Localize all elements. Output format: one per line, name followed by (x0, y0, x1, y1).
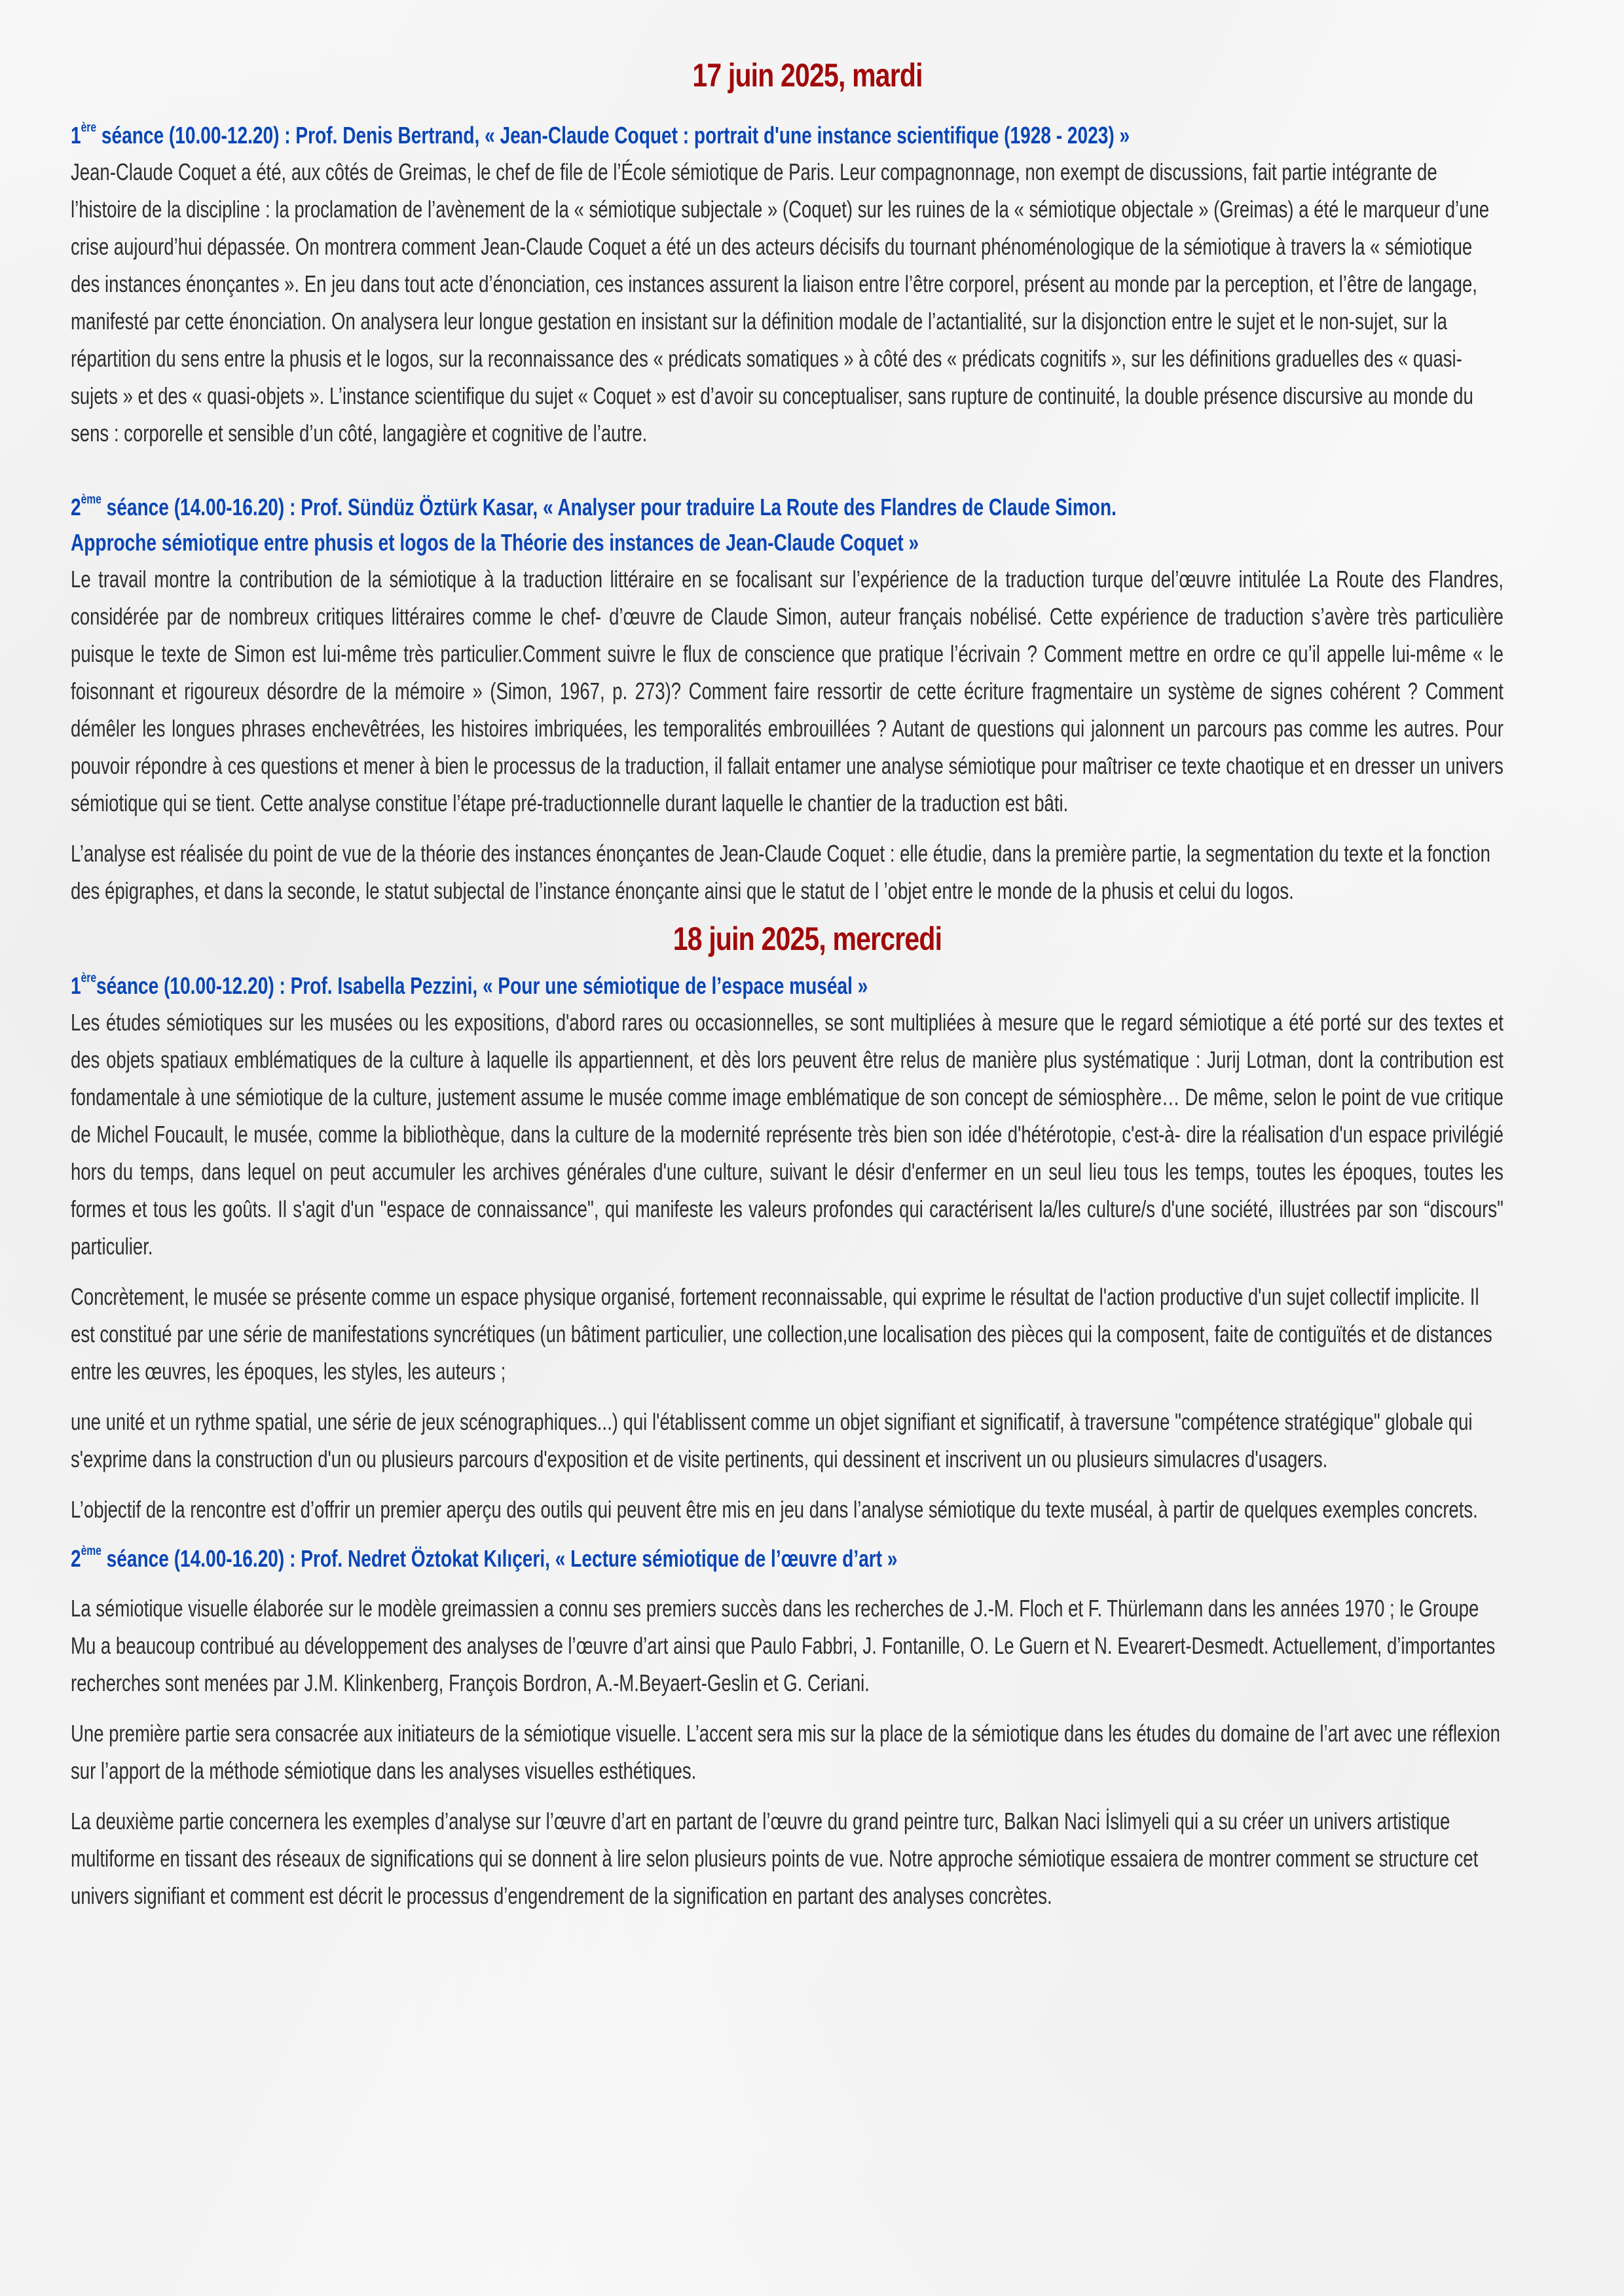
day-section-2 (71, 909, 1544, 1914)
session-abstract: La sémiotique visuelle élaborée sur le modèle greimassien a connu ses premiers succès dans les recherches de J.-M. Floch et F. Thürlemann dans les années 1970 ; le Groupe Mu a beaucoup contribué au développement des analyses de l’œuvre d’art ainsi que Paulo Fabbri, J. Fontanille, O. Le Guern et N. Evearert-Desmedt. Actuellement, d’importantes recherches sont menées par J.M. Klinkenberg, François Bordron, A.-M.Beyaert-Geslin et G. Ceriani. (71, 1595, 1496, 1696)
ordinal-suffix: ème (81, 492, 101, 507)
session-abstract: Le travail montre la contribution de la sémiotique à la traduction littéraire en se focalisant sur l’expérience de la traduction turque del’œuvre intitulée La Route des Flandres, considérée par de nombreux critiques littéraires comme le chef- d’œuvre de Claude Simon, auteur français nobélisé. Cette expérience de traduction s’avère très particulière puisque le texte de Simon est lui-même très particulier.Comment suivre le flux de conscience que pratique l’écrivain ? Comment mettre en ordre ce qu’il appelle lui-même « le foisonnant et rigoureux désordre de la mémoire » (Simon, 1967, p. 273)? Comment faire ressortir de cette écriture fragmentaire un système de signes cohérent ? Comment démêler les longues phrases enchevêtrées, les histoires imbriquées, les temporalités embrouillées ? Autant de questions qui jalonnent un parcours pas comme les autres. Pour pouvoir répondre à ces questions et mener à bien le processus de la traduction, il fallait entamer une analyse sémiotique pour maîtriser ce texte chaotique et en dresser un univers sémiotique qui se tient. Cette analyse constitue l’étape pré-traductionnelle durant laquelle le chantier de la traduction est bâti. (71, 566, 1504, 816)
session-heading (71, 490, 1220, 525)
session-heading-subtitle: Approche sémiotique entre phusis et logos de la Théorie des instances de Jean-Claude Coquet » (71, 529, 919, 556)
ordinal-suffix: ère (81, 971, 97, 985)
session-heading-text: séance (14.00-16.20) : Prof. Nedret Öztokat Kılıçeri, « Lecture sémiotique de l’œuvre d’art » (101, 1545, 898, 1572)
programme-page (71, 46, 1544, 1914)
session-heading-text: séance (10.00-12.20) : Prof. Isabella Pezzini, « Pour une sémiotique de l’espace muséal » (96, 972, 868, 999)
ordinal-suffix: ère (81, 120, 97, 135)
session-abstract: Jean-Claude Coquet a été, aux côtés de Greimas, le chef de file de l’École sémiotique de Paris. Leur compagnonnage, non exempt de discussions, fait partie intégrante de l’histoire de la discipline : la proclamation de l’avènement de la « sémiotique subjectale » (Coquet) sur les ruines de la « sémiotique objectale » (Greimas) a été le marqueur d’une crise aujourd’hui dépassée. On montrera comment Jean-Claude Coquet a été un des acteurs décisifs du tournant phénoménologique de la sémiotique à travers la « sémiotique des instances énonçantes ». En jeu dans tout acte d’énonciation, ces instances assurent la liaison entre l’être corporel, présent au monde par la perception, et l’être de langage, manifesté par cette énonciation. On analysera leur longue gestation en insistant sur la définition modale de l’actantialité, sur la disjonction entre le sujet et le non-sujet, sur la répartition du sens entre la phusis et le logos, sur la reconnaissance des « prédicats somatiques » à côté des « prédicats cognitifs », sur les définitions graduelles des « quasi-sujets » et des « quasi-objets ». L’instance scientifique du sujet « Coquet » est d’avoir su conceptualiser, sans rupture de continuité, la double présence discursive au monde du sens : corporelle et sensible d’un côté, langagière et cognitive de l’autre. (71, 158, 1490, 446)
session-abstract: L’analyse est réalisée du point de vue de la théorie des instances énonçantes de Jean-Claude Coquet : elle étudie, dans la première partie, la segmentation du texte et la fonction des épigraphes, et dans la seconde, le statut subjectal de l’instance énonçante ainsi que le statut de l ’objet entre le monde de la phusis et celui du logos. (71, 840, 1490, 904)
day-title: 17 juin 2025, mardi (692, 57, 923, 94)
session-abstract: La deuxième partie concernera les exemples d’analyse sur l’œuvre d’art en partant de l’œuvre du grand peintre turc, Balkan Naci İslimyeli qui a su créer un univers artistique multiforme en tissant des réseaux de significations qui se donnent à lire selon plusieurs points de vue. Notre approche sémiotique essaiera de montrer comment se structure cet univers signifiant et comment est décrit le processus d’engendrement de la signification en partant des analyses concrètes. (71, 1808, 1479, 1909)
session-heading-text: séance (10.00-12.20) : Prof. Denis Bertrand, « Jean-Claude Coquet : portrait d'une instance scientifique (1928 - 2023) » (96, 122, 1130, 149)
session-abstract: Les études sémiotiques sur les musées ou les expositions, d'abord rares ou occasionnelles, se sont multipliées à mesure que le regard sémiotique a été porté sur des textes et des objets spatiaux emblématiques de la culture à laquelle ils appartiennent, et dès lors peuvent être relus de manière plus systématique : Jurij Lotman, dont la contribution est fondamentale à une sémiotique de la culture, justement assume le musée comme image emblématique de son concept de sémiosphère… De même, selon le point de vue critique de Michel Foucault, le musée, comme la bibliothèque, dans la culture de la modernité représente très bien son idée d'hétérotopie, c'est-à- dire la réalisation d'un espace privilégié hors du temps, dans lequel on peut accumuler les archives générales d'une culture, suivant le désir d'enfermer en un seul lieu tous les temps, toutes les époques, toutes les formes et tous les goûts. Il s'agit d'un "espace de connaissance", qui manifeste les valeurs profondes qui caractérisent la/les culture/s d'une société, illustrées par son “discours" particulier. (71, 1009, 1504, 1260)
session-abstract: Concrètement, le musée se présente comme un espace physique organisé, fortement reconnaissable, qui exprime le résultat de l'action productive d'un sujet collectif implicite. Il est constitué par une série de manifestations syncrétiques (un bâtiment particulier, une collection,une localisation des pièces qui la composent, faite de contiguïtés et de distances entre les œuvres, les époques, les styles, les auteurs ; (71, 1283, 1492, 1385)
session-heading (71, 968, 1220, 1004)
day-title: 18 juin 2025, mercredi (673, 920, 942, 957)
ordinal-suffix: ème (81, 1544, 101, 1558)
session-heading-text: séance (14.00-16.20) : Prof. Sündüz Öztürk Kasar, « Analyser pour traduire La Route des Flandres de Claude Simon. (101, 494, 1116, 520)
day-section-1 (71, 46, 1544, 909)
session-number: 2 (71, 494, 81, 520)
session-number: 1 (71, 122, 81, 149)
session-abstract: Une première partie sera consacrée aux initiateurs de la sémiotique visuelle. L’accent sera mis sur la place de la sémiotique dans les études du domaine de l’art avec une réflexion sur l’apport de la méthode sémiotique dans les analyses visuelles esthétiques. (71, 1720, 1500, 1784)
session-heading (71, 118, 1220, 153)
session-number: 1 (71, 972, 81, 999)
session-heading (71, 1541, 1220, 1576)
session-abstract: L’objectif de la rencontre est d’offrir un premier aperçu des outils qui peuvent être mis en jeu dans l’analyse sémiotique du texte muséal, à partir de quelques exemples concrets. (71, 1496, 1478, 1523)
session-number: 2 (71, 1545, 81, 1572)
session-abstract: une unité et un rythme spatial, une série de jeux scénographiques...) qui l'établissent comme un objet signifiant et significatif, à traversune "compétence stratégique" globale qui s'exprime dans la construction d'un ou plusieurs parcours d'exposition et de visite pertinents, qui dessinent et inscrivent un ou plusieurs simulacres d'usagers. (71, 1408, 1473, 1472)
